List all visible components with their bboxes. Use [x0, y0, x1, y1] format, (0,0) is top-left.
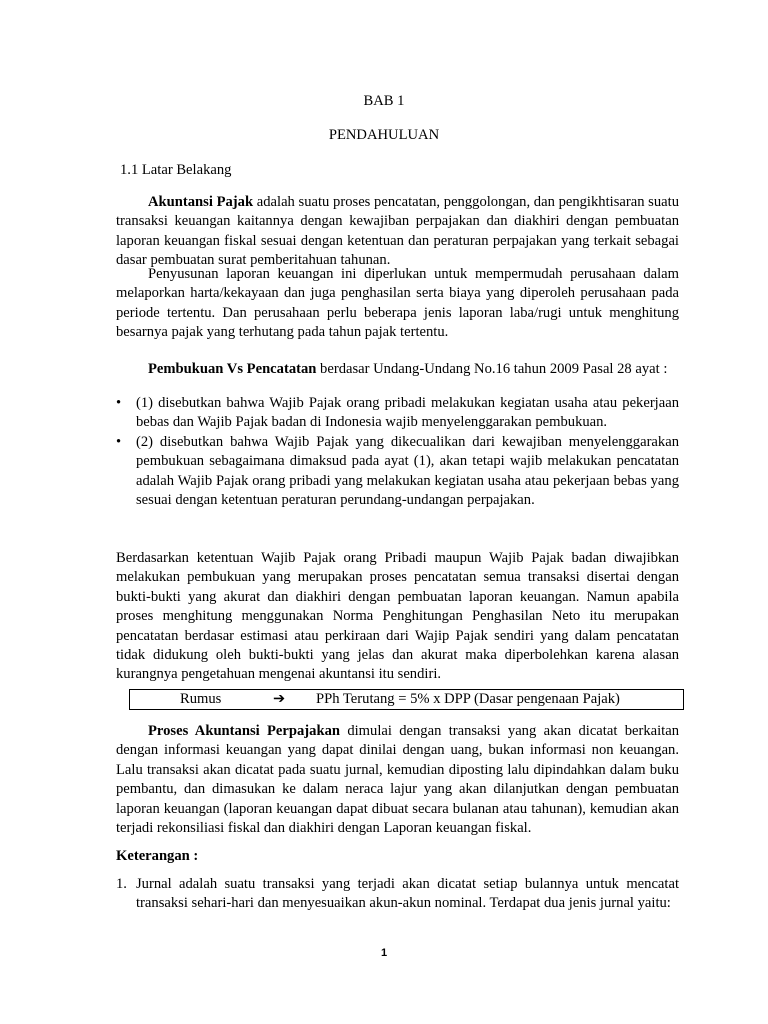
section-heading: 1.1 Latar Belakang [120, 162, 232, 178]
paragraph-text: dimulai dengan transaksi yang akan dicatat berkaitan dengan informasi keuangan yang dapat dinilai dengan uang, bukan informasi non keuangan. Lalu transaksi akan dicatat pada suatu jurnal, kemudian diposting lalu dipindahkan dalam buku pembantu, dan dimasukan ke dalam neraca lajur yang akan dilanjutkan dengan pembuatan laporan keuangan (laporan keuangan dapat dibuat secara bulanan atau tahunan), kemudian akan terjadi rekonsiliasi fiskal dan diakhiri dengan Laporan keuangan fiskal. [116, 723, 679, 837]
arrow-right-icon: ➔ [273, 691, 286, 707]
bullet-list [116, 394, 679, 510]
paragraph-text: adalah suatu proses pencatatan, penggolongan, dan pengikhtisaran suatu transaksi keuangan kaitannya dengan kewajiban perpajakan dan diakhiri dengan pembuatan laporan keuangan fiskal sesuai dengan ketentuan dan peraturan perpajakan yang terkait sebagai dasar pembuatan surat pemberitahuan tahunan. [116, 194, 679, 269]
paragraph-definition [116, 193, 679, 271]
formula-label: Rumus [180, 691, 222, 707]
bullet-icon: • [116, 395, 122, 411]
chapter-heading: BAB 1 [363, 93, 405, 109]
chapter-title: PENDAHULUAN [328, 127, 440, 143]
keterangan-heading: Keterangan : [116, 848, 199, 864]
bullet-text: (1) disebutkan bahwa Wajib Pajak orang pribadi melakukan kegiatan usaha atau pekerjaan bebas dan Wajib Pajak badan di Indonesia wajib menyelenggarakan pembukuan. [136, 395, 679, 431]
paragraph-text: berdasar Undang-Undang No.16 tahun 2009 Pasal 28 ayat : [316, 361, 668, 377]
paragraph-laporan: Penyusunan laporan keuangan ini diperlukan untuk mempermudah perusahaan dalam melaporkan harta/kekayaan dan juga penghasilan serta biaya yang diperoleh perusahaan pada periode tertentu. Dan perusahaan perlu beberapa jenis laporan laba/rugi untuk menghitung besarnya pajak yang terhutang pada tahun pajak tertentu. [116, 266, 679, 341]
term-proses-akuntansi: Proses Akuntansi Perpajakan [148, 723, 340, 739]
bullet-item [116, 394, 679, 433]
list-item [116, 875, 679, 914]
formula-expression: PPh Terutang = 5% x DPP (Dasar pengenaan Pajak) [316, 691, 620, 707]
bullet-item [116, 433, 679, 511]
list-number: 1. [116, 876, 127, 892]
term-pembukuan-vs-pencatatan: Pembukuan Vs Pencatatan [148, 361, 317, 377]
list-text: Jurnal adalah suatu transaksi yang terjadi akan dicatat setiap bulannya untuk mencatat transaksi sehari-hari dan menyesuaikan akun-akun nominal. Terdapat dua jenis jurnal yaitu: [136, 876, 679, 912]
bullet-icon: • [116, 433, 122, 450]
paragraph-proses [116, 722, 679, 838]
term-akuntansi-pajak: Akuntansi Pajak [148, 194, 254, 210]
paragraph-pembukuan [116, 360, 679, 379]
numbered-list [116, 875, 679, 914]
paragraph-ketentuan: Berdasarkan ketentuan Wajib Pajak orang Pribadi maupun Wajib Pajak badan diwajibkan melakukan pembukuan yang merupakan proses pencatatan semua transaksi disertai dengan bukti-bukti yang akurat dan diakhiri dengan pembuatan laporan keuangan. Namun apabila proses menghitung menggunakan Norma Penghitungan Penghasilan Neto itu merupakan pencatatan berdasar estimasi atau perkiraan dari Wajip Pajak sendiri yang dalam pencatatan tidak didukung oleh bukti-bukti yang jelas dan akurat maka diperbolehkan karena alasan kurangnya pengetahuan mengenai akuntansi itu sendiri. [116, 550, 679, 683]
page-number: 1 [380, 947, 388, 959]
formula-box [129, 689, 684, 710]
bullet-text: (2) disebutkan bahwa Wajib Pajak yang dikecualikan dari kewajiban menyelenggarakan pembukuan sebagaimana dimaksud pada ayat (1), akan tetapi wajib melakukan pencatatan adalah Wajib Pajak orang pribadi yang melakukan kegiatan usaha atau pekerjaan bebas yang sesuai dengan ketentuan peraturan perundang-undangan perpajakan. [136, 433, 679, 509]
